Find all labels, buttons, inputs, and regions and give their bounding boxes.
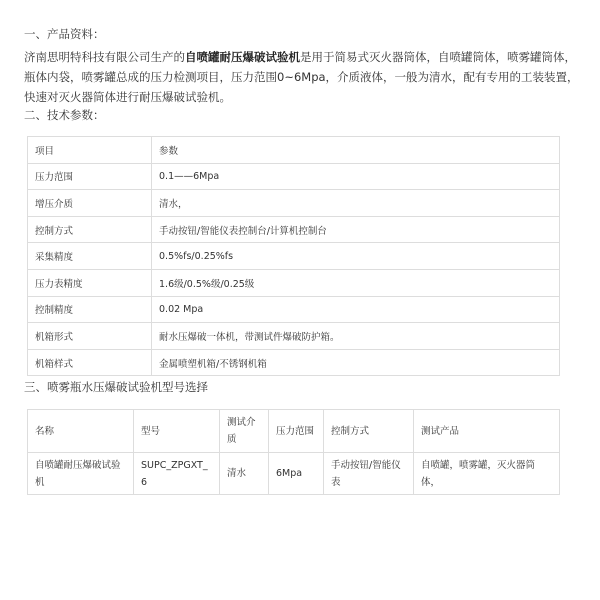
header-cell-medium: 测试介质 (220, 410, 269, 453)
tech-params-table (27, 136, 560, 376)
product-intro-paragraph (24, 47, 584, 107)
cell-medium: 清水 (220, 453, 269, 495)
param-value-cell: 参数 (152, 137, 560, 164)
intro-prefix: 济南思明特科技有限公司生产的 (24, 50, 185, 64)
cell-pressure: 6Mpa (269, 453, 324, 495)
header-cell-pressure: 压力范围 (269, 410, 324, 453)
param-name-cell: 控制方式 (28, 216, 152, 243)
param-name-cell: 压力表精度 (28, 269, 152, 296)
param-name-cell: 机箱样式 (28, 349, 152, 376)
table-row (28, 216, 560, 243)
cell-products: 自喷罐，喷雾罐，灭火器筒体， (414, 453, 560, 495)
param-name-cell: 增压介质 (28, 190, 152, 217)
param-value-cell: 手动按钮/智能仪表控制台/计算机控制台 (152, 216, 560, 243)
section-heading-product-info: 一、产品资料： (24, 27, 105, 41)
param-value-cell: 1.6级/0.5%级/0.25级 (152, 269, 560, 296)
param-value-cell: 清水， (152, 190, 560, 217)
param-value-cell: 0.5%fs/0.25%fs (152, 243, 560, 270)
param-value-cell: 0.02 Mpa (152, 296, 560, 323)
table-row (28, 269, 560, 296)
table-row (28, 453, 560, 495)
table-row (28, 163, 560, 190)
header-cell-control: 控制方式 (324, 410, 414, 453)
header-cell-model: 型号 (134, 410, 220, 453)
param-value-cell: 耐水压爆破一体机，带测试件爆破防护箱。 (152, 323, 560, 350)
header-cell-products: 测试产品 (414, 410, 560, 453)
intro-product-name: 自喷罐耐压爆破试验机 (185, 50, 300, 64)
cell-model: SUPC_ZPGXT_6 (134, 453, 220, 495)
cell-name: 自喷罐耐压爆破试验机 (28, 453, 134, 495)
model-selection-table (27, 409, 560, 495)
table-row (28, 323, 560, 350)
table-row (28, 243, 560, 270)
param-value-cell: 0.1——6Mpa (152, 163, 560, 190)
param-name-cell: 项目 (28, 137, 152, 164)
table-row (28, 137, 560, 164)
table-row (28, 190, 560, 217)
header-cell-name: 名称 (28, 410, 134, 453)
cell-control: 手动按钮/智能仪表 (324, 453, 414, 495)
param-name-cell: 控制精度 (28, 296, 152, 323)
param-name-cell: 机箱形式 (28, 323, 152, 350)
param-name-cell: 压力范围 (28, 163, 152, 190)
section-heading-tech-params: 二、技术参数： (24, 108, 105, 122)
intro-suffix: 是用于简易式灭火器筒体，自喷罐筒体，喷雾罐筒体，瓶体内袋，喷雾罐总成的压力检测项目，压力范围0~6Mpa，介质液体，一般为清水，配有专用的工装装置，快速对灭火器筒体进行耐压爆破试验机。 (24, 50, 579, 104)
table-row (28, 349, 560, 376)
param-value-cell: 金属喷塑机箱/不锈钢机箱 (152, 349, 560, 376)
table-row (28, 296, 560, 323)
param-name-cell: 采集精度 (28, 243, 152, 270)
table-header-row (28, 410, 560, 453)
section-heading-model-selection: 三、喷雾瓶水压爆破试验机型号选择 (24, 380, 208, 394)
